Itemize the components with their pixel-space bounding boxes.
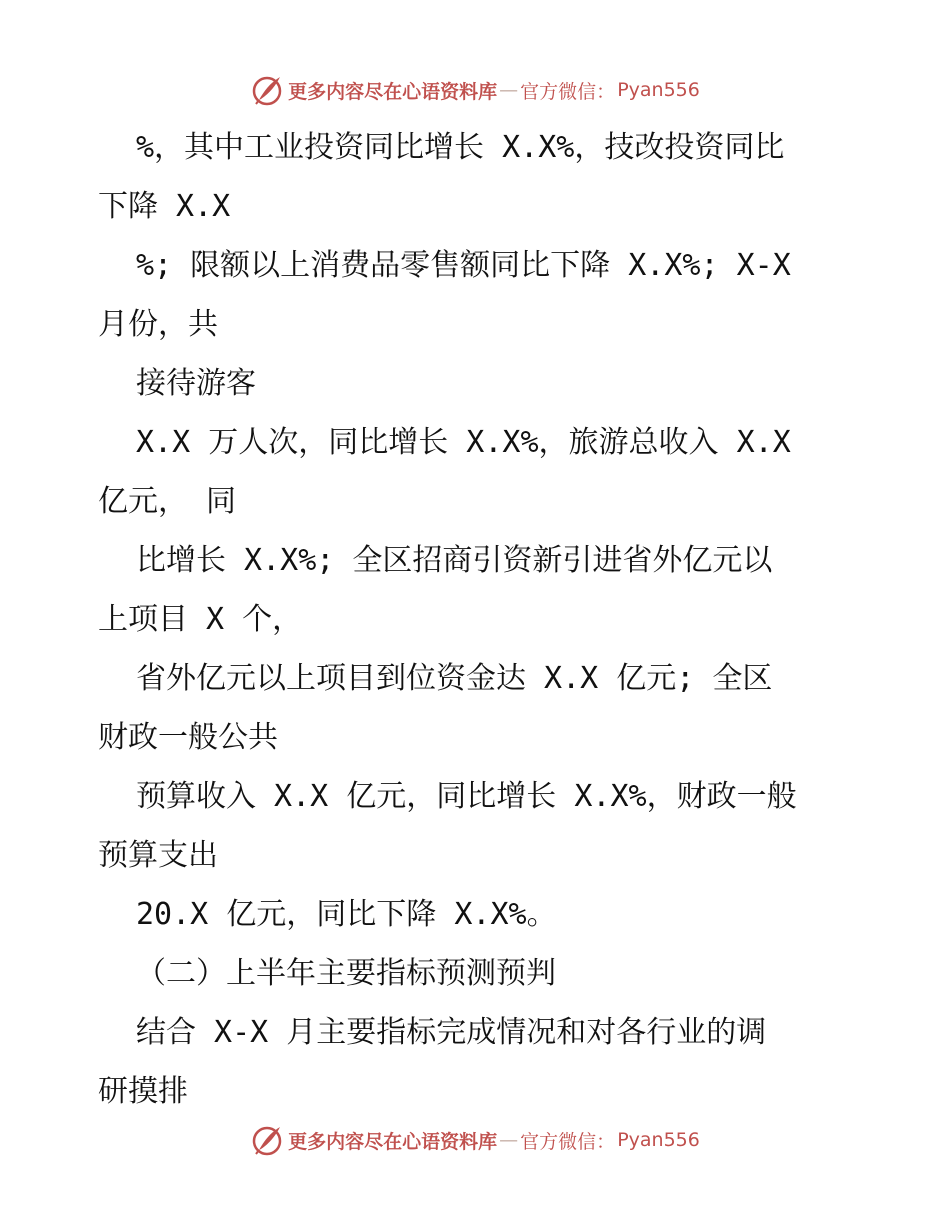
banner-wechat-label: 官方微信： — [520, 80, 616, 103]
banner-main-text: 更多内容尽在心语资料库 — [288, 80, 498, 103]
banner-main-text: 更多内容尽在心语资料库 — [288, 1130, 498, 1153]
section-heading: （二）上半年主要指标预测预判 — [136, 956, 556, 991]
paragraph-line: 省外亿元以上项目到位资金达 X.X 亿元; 全区 — [136, 661, 773, 696]
paragraph-line: 财政一般公共 — [98, 720, 278, 755]
paragraph-line: 20.X 亿元，同比下降 X.X%。 — [136, 897, 557, 932]
paragraph-line: 预算收入 X.X 亿元，同比增长 X.X%，财政一般 — [136, 779, 797, 814]
paragraph-line: 结合 X-X 月主要指标完成情况和对各行业的调 — [136, 1015, 767, 1050]
paragraph-line: 预算支出 — [98, 838, 218, 873]
paragraph-line: 月份，共 — [98, 307, 218, 342]
banner-wechat-label: 官方微信： — [520, 1130, 616, 1153]
feather-pen-logo-icon — [250, 1123, 284, 1157]
document-body — [98, 118, 868, 1121]
paragraph-line: 下降 X.X — [98, 189, 231, 224]
footer-banner — [0, 1120, 950, 1160]
paragraph-line: 亿元， 同 — [98, 484, 237, 519]
paragraph-line: 研摸排 — [98, 1074, 188, 1109]
paragraph-line: %，其中工业投资同比增长 X.X%，技改投资同比 — [136, 130, 785, 165]
paragraph-line: %; 限额以上消费品零售额同比下降 X.X%; X-X — [136, 248, 791, 283]
paragraph-line: 比增长 X.X%; 全区招商引资新引进省外亿元以 — [136, 543, 773, 578]
banner-handle: Pyan556 — [617, 1129, 700, 1151]
header-banner — [0, 70, 950, 110]
paragraph-line: 接待游客 — [136, 366, 256, 401]
banner-dash: — — [499, 1129, 519, 1151]
banner-dash: — — [499, 79, 519, 101]
feather-pen-logo-icon — [250, 73, 284, 107]
paragraph-line: X.X 万人次，同比增长 X.X%，旅游总收入 X.X — [136, 425, 791, 460]
paragraph-line: 上项目 X 个， — [98, 602, 303, 637]
banner-handle: Pyan556 — [617, 79, 700, 101]
